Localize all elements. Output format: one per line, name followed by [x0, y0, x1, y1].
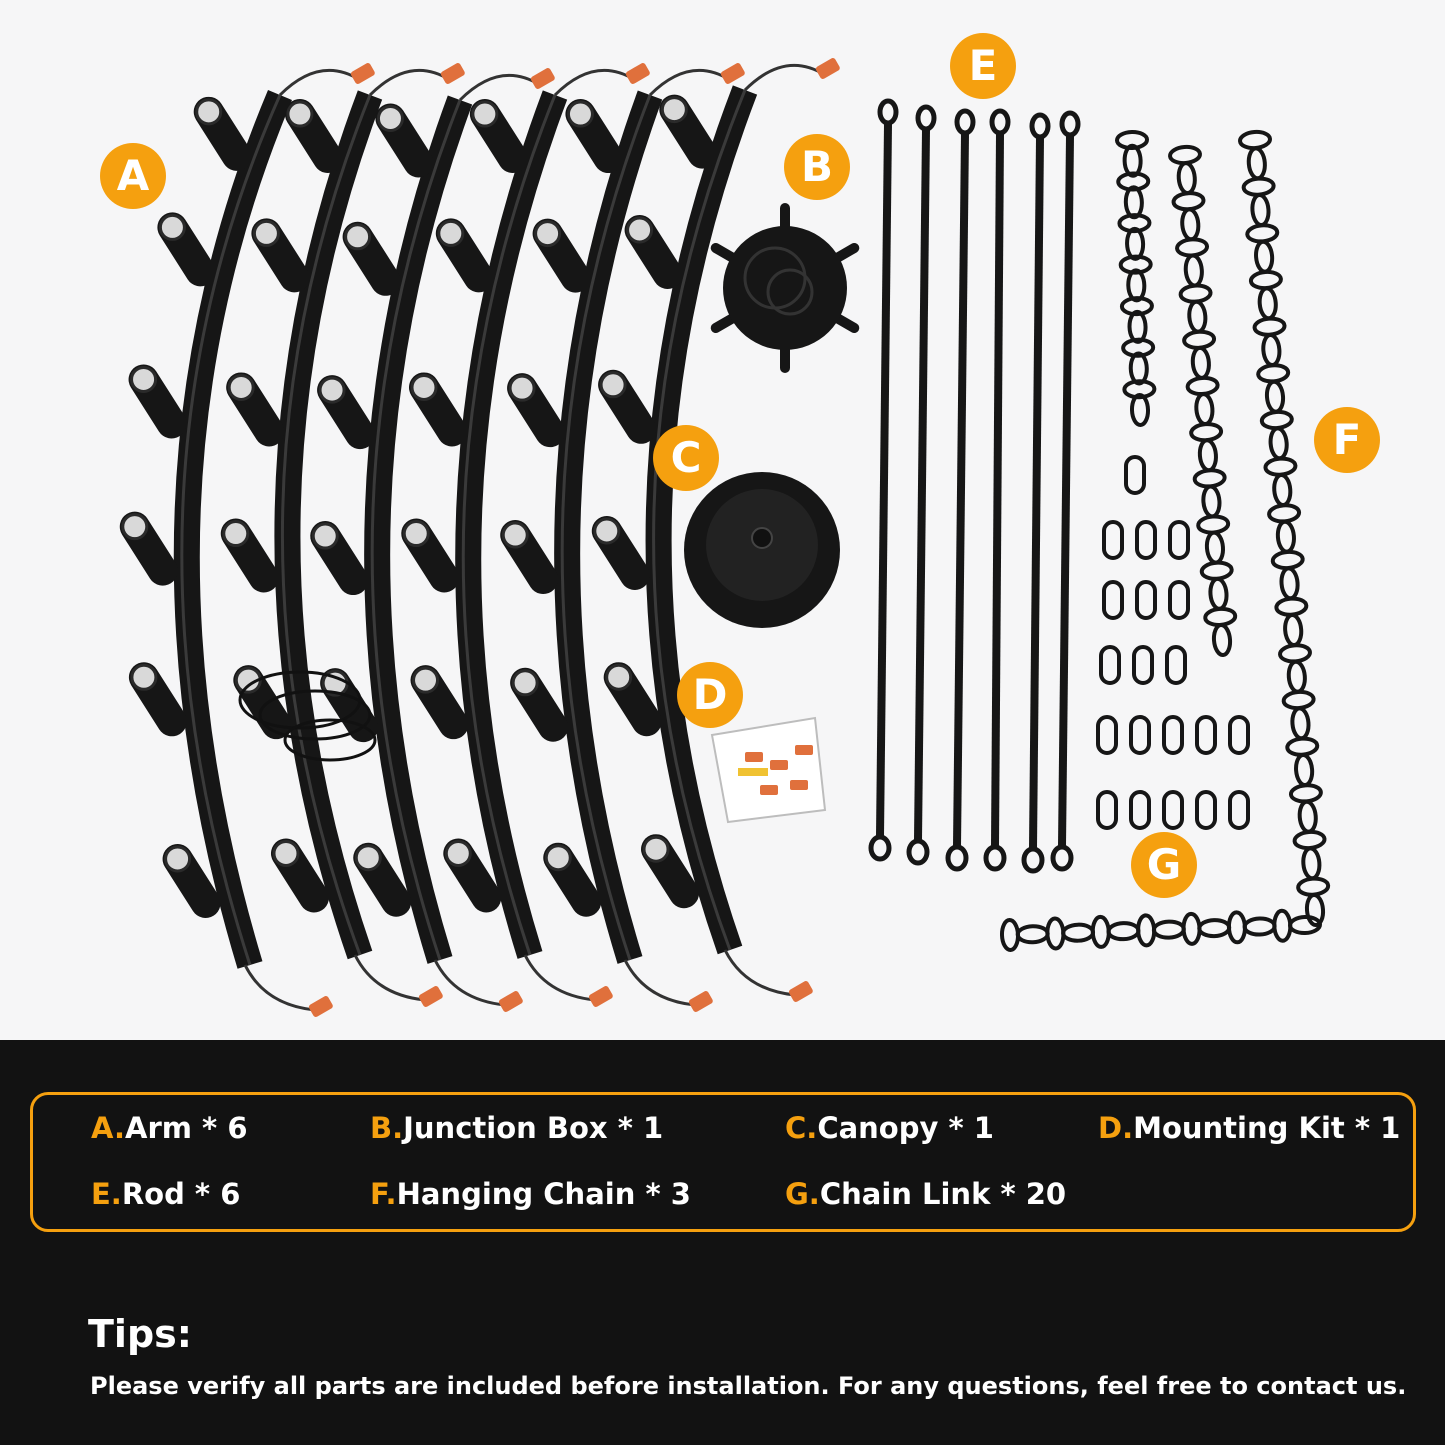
wire	[460, 75, 540, 100]
socket-top	[160, 215, 184, 239]
socket-top	[224, 522, 248, 546]
hardware-piece	[738, 768, 768, 776]
wire-connector	[440, 62, 466, 85]
chain-link-segment	[1262, 334, 1280, 365]
junction-box	[723, 226, 847, 350]
quick-link	[1197, 792, 1215, 828]
badge-a: A	[100, 143, 166, 209]
socket-top	[274, 841, 298, 865]
chain-link-segment	[1266, 381, 1284, 412]
chain-link-segment	[1291, 708, 1309, 739]
chain-link-segment	[1287, 738, 1318, 756]
chain-link-segment	[1154, 921, 1185, 938]
part-letter: C.	[785, 1111, 818, 1145]
badge-b: B	[784, 134, 850, 200]
socket-top	[414, 668, 438, 692]
quick-link	[1197, 717, 1215, 753]
part-name: Mounting Kit * 1	[1133, 1111, 1401, 1145]
hardware-piece	[790, 780, 808, 790]
hardware-piece	[770, 760, 788, 770]
chain-link-segment	[1261, 411, 1292, 429]
part-name: Chain Link * 20	[819, 1177, 1067, 1211]
wire-connector	[530, 67, 556, 90]
quick-link	[1131, 792, 1149, 828]
wire-connector	[498, 990, 524, 1013]
chain-link-segment	[1213, 624, 1231, 655]
quick-link	[1101, 647, 1119, 683]
part-name: Canopy * 1	[817, 1111, 994, 1145]
quick-link	[1230, 792, 1248, 828]
socket-top	[644, 837, 668, 861]
part-name: Hanging Chain * 3	[396, 1177, 691, 1211]
chain-link-segment	[1130, 353, 1147, 383]
socket-top	[166, 847, 190, 871]
socket-top	[473, 102, 497, 126]
parts-list-box	[30, 1092, 1416, 1232]
quick-link	[1164, 717, 1182, 753]
rod-eye	[871, 837, 889, 859]
quick-link	[1167, 647, 1185, 683]
chain-link-segment	[1243, 178, 1274, 196]
chain-link-segment	[1181, 209, 1199, 240]
chain-link-segment	[1063, 924, 1094, 941]
chain-link-segment	[1202, 486, 1220, 517]
chain-link-segment	[1302, 848, 1320, 879]
chain-link-segment	[1248, 148, 1266, 179]
hardware-piece	[760, 785, 778, 795]
chain-link-segment	[1254, 318, 1285, 336]
rod-eye	[880, 101, 896, 123]
wire	[435, 960, 505, 1005]
rod-eye	[948, 847, 966, 869]
quick-link	[1131, 717, 1149, 753]
socket-top	[132, 665, 156, 689]
chain-link-segment	[1185, 255, 1203, 286]
wire-connector	[720, 62, 746, 85]
wire-connector	[625, 62, 651, 85]
wire	[650, 70, 730, 95]
quick-link	[1164, 792, 1182, 828]
socket-top	[378, 106, 402, 130]
tips-title: Tips:	[88, 1312, 192, 1356]
part-chain-link	[785, 1177, 1066, 1211]
socket-top	[412, 375, 436, 399]
rod-eye	[1024, 849, 1042, 871]
chain-link-segment	[1124, 146, 1141, 176]
chain-link-segment	[1195, 393, 1213, 424]
quick-link	[1104, 582, 1122, 618]
quick-link	[1170, 522, 1188, 558]
chain-link-segment	[1280, 568, 1298, 599]
wire	[245, 965, 315, 1010]
wire	[625, 960, 695, 1005]
chain-link-segment	[1279, 644, 1310, 662]
wire-connector	[788, 980, 814, 1003]
wire	[555, 70, 635, 95]
socket-top	[132, 367, 156, 391]
chain-link-segment	[1132, 395, 1149, 425]
part-letter: E.	[91, 1177, 122, 1211]
quick-link	[1098, 792, 1116, 828]
socket-top	[313, 524, 337, 548]
parts-list-panel	[0, 1040, 1445, 1445]
chain-link-segment	[1178, 163, 1196, 194]
quick-link	[1170, 582, 1188, 618]
part-arm	[91, 1111, 248, 1145]
rod-eye	[918, 107, 934, 129]
chain-link-segment	[1108, 923, 1139, 940]
chain-link-segment	[1239, 131, 1270, 149]
socket-top	[439, 221, 463, 245]
chain-link-segment	[1188, 301, 1206, 332]
chain-link-segment	[1284, 614, 1302, 645]
socket-top	[229, 375, 253, 399]
chain-link-segment	[1272, 551, 1303, 569]
part-letter: F.	[370, 1177, 397, 1211]
rod-eye	[992, 111, 1008, 133]
part-name: Rod * 6	[121, 1177, 241, 1211]
socket-top	[607, 665, 631, 689]
chain-link-segment	[1276, 598, 1307, 616]
wire-connector	[688, 990, 714, 1013]
chain-link-segment	[1192, 347, 1210, 378]
chain-link-segment	[1295, 754, 1313, 785]
chain-link-segment	[1259, 288, 1277, 319]
rod	[880, 124, 888, 836]
rod-eye	[957, 111, 973, 133]
chain-link-segment	[1206, 532, 1224, 563]
part-name: Arm * 6	[125, 1111, 248, 1145]
chain-link-segment	[1269, 504, 1300, 522]
socket-top	[601, 373, 625, 397]
wire-connector	[588, 985, 614, 1008]
part-letter: G.	[785, 1177, 820, 1211]
quick-link	[1137, 582, 1155, 618]
wire	[370, 70, 450, 95]
hardware-piece	[795, 745, 813, 755]
badge-d: D	[677, 662, 743, 728]
chain-link-segment	[1209, 578, 1227, 609]
rod	[995, 134, 1000, 846]
socket-top	[288, 102, 312, 126]
socket-top	[346, 225, 370, 249]
socket-top	[254, 221, 278, 245]
rod	[957, 134, 965, 846]
part-letter: A.	[91, 1111, 125, 1145]
rod-eye	[1053, 847, 1071, 869]
rod	[918, 130, 926, 840]
wire	[745, 65, 825, 90]
chain-link-segment	[1199, 920, 1230, 937]
chain-link-segment	[1125, 187, 1142, 217]
socket-top	[123, 515, 147, 539]
wire	[280, 70, 360, 95]
socket-top	[546, 846, 570, 870]
rod-eye	[1032, 115, 1048, 137]
chain-link-segment	[1290, 784, 1321, 802]
chain-link-segment	[1298, 878, 1329, 896]
chain-link-segment	[1247, 224, 1278, 242]
socket-top	[513, 671, 537, 695]
wire	[725, 950, 795, 995]
chain-link-segment	[1129, 312, 1146, 342]
chain-link-segment	[1255, 241, 1273, 272]
badge-e: E	[950, 33, 1016, 99]
chain-link-segment	[1288, 661, 1306, 692]
socket-top	[628, 218, 652, 242]
chain-link-segment	[1299, 801, 1317, 832]
socket-top	[503, 523, 527, 547]
part-rod	[91, 1177, 240, 1211]
socket-top	[510, 376, 534, 400]
hardware-piece	[745, 752, 763, 762]
chain-link-segment	[1199, 440, 1217, 471]
wire-connector	[418, 985, 444, 1008]
part-hanging-chain	[370, 1177, 691, 1211]
quick-link	[1137, 522, 1155, 558]
badge-f: F	[1314, 407, 1380, 473]
chain-link-segment	[1251, 194, 1269, 225]
socket-top	[320, 378, 344, 402]
chain-link-segment	[1127, 229, 1144, 259]
wire-connector	[308, 995, 334, 1018]
socket-top	[536, 222, 560, 246]
chain-link-segment	[1017, 926, 1048, 943]
chain-link-segment	[1244, 918, 1275, 935]
wire	[355, 955, 425, 1000]
chain-link-segment	[1128, 270, 1145, 300]
part-canopy	[785, 1111, 994, 1145]
socket-top	[446, 841, 470, 865]
rod-eye	[1062, 113, 1078, 135]
part-letter: D.	[1098, 1111, 1134, 1145]
tips-text: Please verify all parts are included before installation. For any questions, feel free to contact us.	[90, 1372, 1407, 1400]
quick-link	[1104, 522, 1122, 558]
chain-link-segment	[1269, 428, 1287, 459]
socket-top	[595, 519, 619, 543]
part-junction-box	[370, 1111, 663, 1145]
wire-connector	[350, 62, 376, 85]
rod	[1062, 136, 1070, 846]
quick-link	[1126, 457, 1144, 493]
badge-g: G	[1131, 832, 1197, 898]
chain-link-segment	[1294, 831, 1325, 849]
socket-top	[404, 522, 428, 546]
badge-c: C	[653, 425, 719, 491]
chain-link-segment	[1265, 458, 1296, 476]
socket-top	[662, 98, 686, 122]
rod-eye	[909, 841, 927, 863]
quick-link	[1230, 717, 1248, 753]
rod-eye	[986, 847, 1004, 869]
canopy-hook	[752, 528, 772, 548]
part-mounting-kit	[1098, 1111, 1400, 1145]
quick-link	[1098, 717, 1116, 753]
socket-top	[356, 846, 380, 870]
chain-link-segment	[1283, 691, 1314, 709]
socket-top	[568, 102, 592, 126]
wire-connector	[815, 57, 841, 80]
quick-link	[1134, 647, 1152, 683]
wire	[525, 955, 595, 1000]
part-letter: B.	[370, 1111, 404, 1145]
mounting-kit-bag	[712, 718, 825, 822]
rod	[1033, 138, 1040, 848]
chain-link-segment	[1258, 364, 1289, 382]
socket-top	[197, 100, 221, 124]
chain-link-segment	[1277, 521, 1295, 552]
chain-link-segment	[1273, 474, 1291, 505]
chain-link-segment	[1250, 271, 1281, 289]
part-name: Junction Box * 1	[403, 1111, 664, 1145]
